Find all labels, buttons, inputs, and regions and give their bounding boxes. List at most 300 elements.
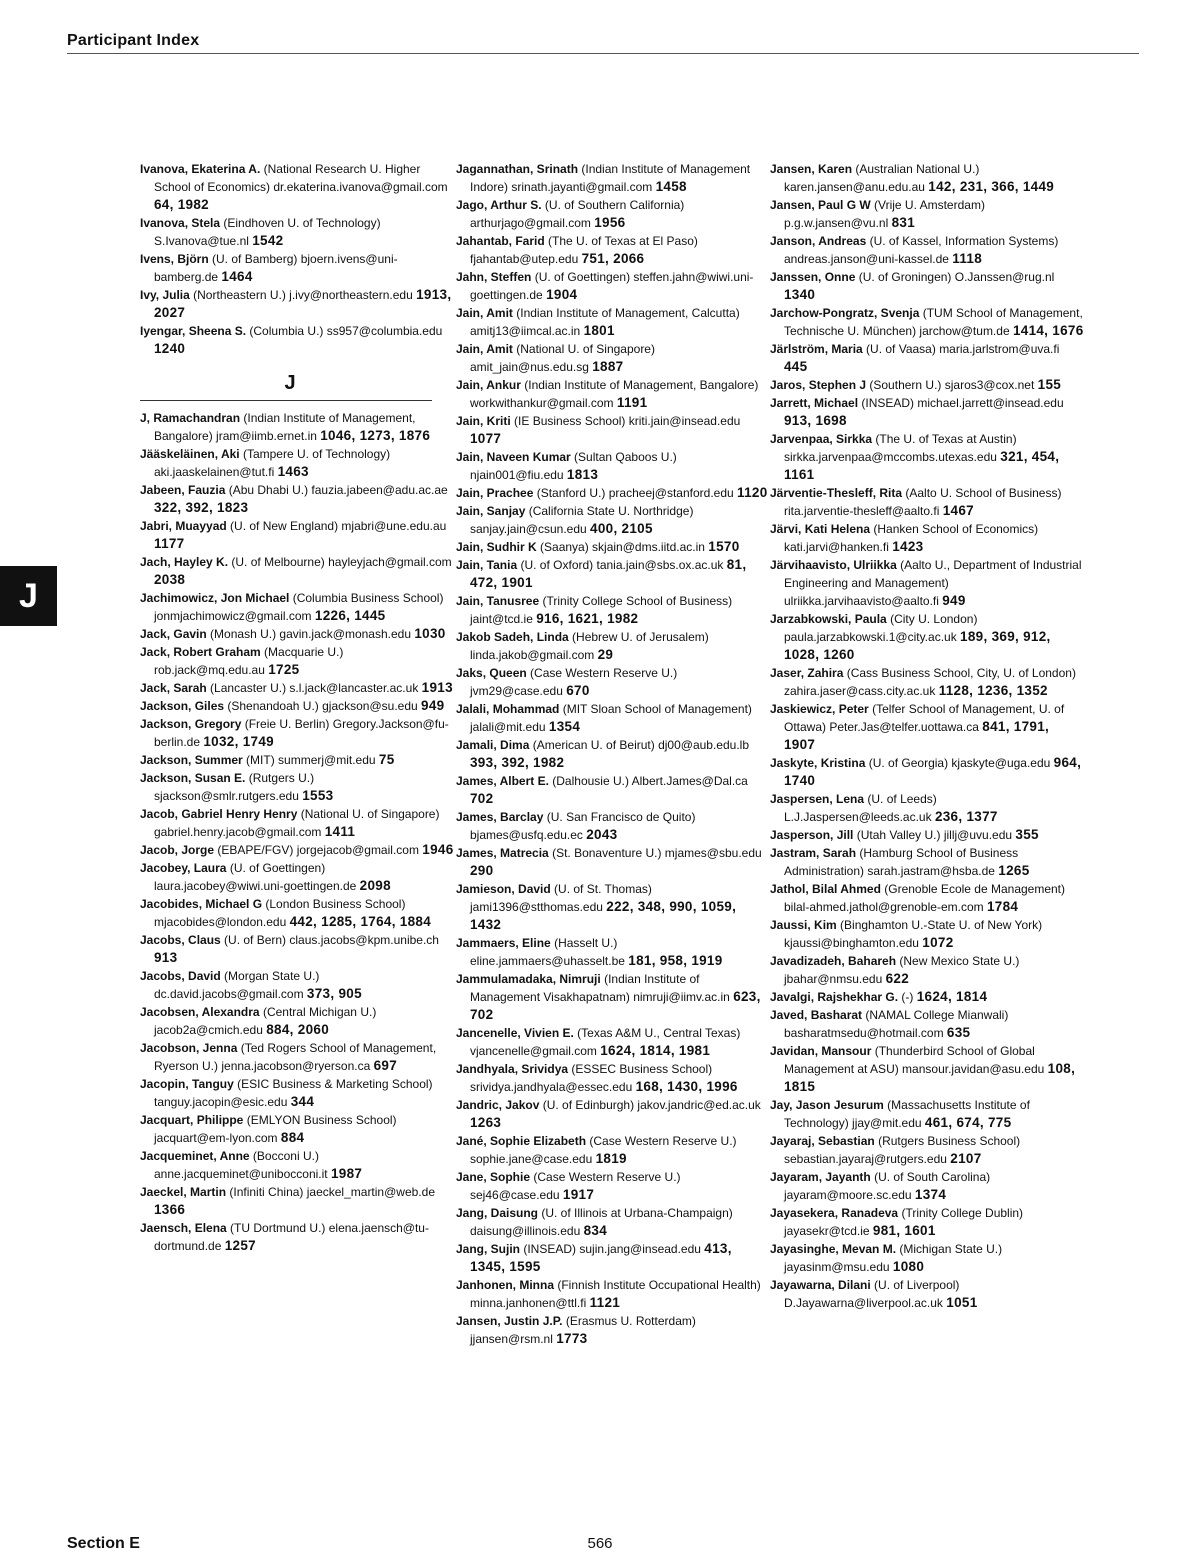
- participant-name: Jabeen, Fauzia: [140, 483, 226, 497]
- page-references: 1467: [942, 503, 974, 518]
- participant-affiliation-email: (Lancaster U.) s.l.jack@lancaster.ac.uk: [206, 681, 422, 695]
- page-references: 1072: [922, 935, 954, 950]
- participant-name: Jacobsen, Alexandra: [140, 1005, 260, 1019]
- index-entry: [140, 553, 454, 589]
- page-references: 1414, 1676: [1012, 323, 1084, 338]
- page-references: 1257: [224, 1238, 256, 1253]
- index-entry: [140, 1039, 454, 1075]
- participant-affiliation-email: (U. of Illinois at Urbana-Champaign) daisung@illinois.edu: [470, 1206, 733, 1238]
- participant-name: Jackson, Susan E.: [140, 771, 246, 785]
- participant-affiliation-email: (Case Western Reserve U.) jvm29@case.edu: [470, 666, 678, 698]
- index-entry: [456, 538, 770, 556]
- page-references: 1121: [589, 1295, 621, 1310]
- participant-name: Jacobey, Laura: [140, 861, 227, 875]
- index-entry: [770, 700, 1084, 754]
- participant-name: Jaser, Zahira: [770, 666, 844, 680]
- page-references: 1624, 1814, 1981: [600, 1043, 711, 1058]
- participant-name: Jarzabkowski, Paula: [770, 612, 887, 626]
- participant-name: Iyengar, Sheena S.: [140, 324, 247, 338]
- index-entry: [770, 988, 1084, 1006]
- participant-name: Jathol, Bilal Ahmed: [770, 882, 881, 896]
- index-entry: [770, 754, 1084, 790]
- index-entry: [140, 751, 454, 769]
- participant-name: Jack, Robert Graham: [140, 645, 261, 659]
- participant-name: Jayasekera, Ranadeva: [770, 1206, 899, 1220]
- index-entry: [456, 1060, 770, 1096]
- index-entry: [140, 805, 454, 841]
- page-references: 1080: [892, 1259, 925, 1274]
- page-references: 1118: [952, 251, 983, 266]
- participant-name: Jamali, Dima: [456, 738, 530, 752]
- participant-affiliation-email: (Vrije U. Amsterdam) p.g.w.jansen@vu.nl: [784, 198, 985, 230]
- index-entry: [456, 628, 770, 664]
- participant-affiliation-email: (National U. of Singapore) gabriel.henry.jacob@gmail.com: [154, 807, 440, 839]
- index-entry: [456, 592, 770, 628]
- index-entry: [140, 1003, 454, 1039]
- participant-name: Javadizadeh, Bahareh: [770, 954, 897, 968]
- participant-affiliation-email: (-): [898, 990, 917, 1004]
- page-references: 1226, 1445: [314, 608, 386, 623]
- index-entry: [456, 1240, 770, 1276]
- participant-name: Jain, Kriti: [456, 414, 511, 428]
- page-references: 623, 702: [470, 989, 761, 1022]
- participant-name: Jayawarna, Dilani: [770, 1278, 871, 1292]
- participant-name: Jancenelle, Vivien E.: [456, 1026, 574, 1040]
- participant-name: Jachimowicz, Jon Michael: [140, 591, 290, 605]
- participant-name: Javed, Basharat: [770, 1008, 863, 1022]
- participant-name: Ivanova, Ekaterina A.: [140, 162, 261, 176]
- page-references: 1570: [708, 539, 740, 554]
- participant-name: Jain, Prachee: [456, 486, 534, 500]
- index-entry: [456, 412, 770, 448]
- participant-name: Järlström, Maria: [770, 342, 863, 356]
- participant-name: Ivy, Julia: [140, 288, 190, 302]
- participant-affiliation-email: (American U. of Beirut) dj00@aub.edu.lb: [529, 738, 749, 752]
- participant-name: Jayaraj, Sebastian: [770, 1134, 875, 1148]
- page-references: 981, 1601: [872, 1223, 936, 1238]
- participant-affiliation-email: (U. of South Carolina) jayaram@moore.sc.edu: [784, 1170, 991, 1202]
- index-entry: [140, 589, 454, 625]
- letter-section-heading: J: [284, 372, 296, 394]
- participant-affiliation-email: (New Mexico State U.) jbahar@nmsu.edu: [784, 954, 1020, 986]
- index-entry: [140, 769, 454, 805]
- participant-name: Järventie-Thesleff, Rita: [770, 486, 903, 500]
- participant-name: Jamieson, David: [456, 882, 551, 896]
- page-references: 1051: [946, 1295, 978, 1310]
- page-references: 1354: [548, 719, 581, 734]
- participant-name: Jaussi, Kim: [770, 918, 837, 932]
- page-references: 884: [280, 1130, 305, 1145]
- participant-affiliation-email: (Morgan State U.) dc.david.jacobs@gmail.com: [154, 969, 320, 1001]
- index-entry: [770, 160, 1084, 196]
- index-entry: [456, 1024, 770, 1060]
- page-references: 1463: [277, 464, 309, 479]
- participant-affiliation-email: (Massachusetts Institute of Technology) jjay@mit.edu: [784, 1098, 1030, 1130]
- participant-affiliation-email: (INSEAD) sujin.jang@insead.edu: [520, 1242, 705, 1256]
- participant-affiliation-email: (Dalhousie U.) Albert.James@Dal.ca: [548, 774, 748, 788]
- participant-affiliation-email: (Telfer School of Management, U. of Ottawa) Peter.Jas@telfer.uottawa.ca: [784, 702, 1065, 734]
- index-entry: [770, 556, 1084, 610]
- participant-affiliation-email: (MIT Sloan School of Management) jalali@mit.edu: [470, 702, 752, 734]
- page-references: 913: [154, 950, 178, 965]
- participant-affiliation-email: (U. of Bern) claus.jacobs@kpm.unibe.ch: [220, 933, 439, 947]
- page-references: 1263: [470, 1115, 502, 1130]
- page-references: 1374: [914, 1187, 947, 1202]
- index-entry: [770, 1276, 1084, 1312]
- index-entry: [770, 1006, 1084, 1042]
- participant-name: Jagannathan, Srinath: [456, 162, 579, 176]
- participant-name: J, Ramachandran: [140, 411, 241, 425]
- participant-name: Jacob, Jorge: [140, 843, 215, 857]
- participant-name: Jalali, Mohammad: [456, 702, 560, 716]
- page-references: 1032, 1749: [203, 734, 274, 749]
- participant-name: Jackson, Giles: [140, 699, 225, 713]
- page-references: 322, 392, 1823: [154, 500, 249, 515]
- index-entry: [456, 736, 770, 772]
- index-entry: [456, 1204, 770, 1240]
- participant-name: Jain, Amit: [456, 306, 513, 320]
- participant-affiliation-email: (Indian Institute of Management Indore) srinath.jayanti@gmail.com: [470, 162, 751, 194]
- page-references: 1553: [302, 788, 334, 803]
- participant-affiliation-email: (Freie U. Berlin) Gregory.Jackson@fu-berlin.de: [154, 717, 449, 749]
- participant-name: Jahn, Steffen: [456, 270, 532, 284]
- page-references: 1458: [655, 179, 687, 194]
- index-entry: [140, 445, 454, 481]
- participant-name: Jané, Sophie Elizabeth: [456, 1134, 587, 1148]
- participant-affiliation-email: (U. of Goettingen) laura.jacobey@wiwi.uni-goettingen.de: [154, 861, 360, 893]
- participant-name: Jacquart, Philippe: [140, 1113, 244, 1127]
- index-entry: [140, 481, 454, 517]
- participant-affiliation-email: (Utah Valley U.) jillj@uvu.edu: [853, 828, 1016, 842]
- participant-name: Jayasinghe, Mevan M.: [770, 1242, 897, 1256]
- participant-name: Jakob Sadeh, Linda: [456, 630, 569, 644]
- participant-name: Jammulamadaka, Nimruji: [456, 972, 601, 986]
- participant-affiliation-email: (Indian Institute of Management, Bangalore) workwithankur@gmail.com: [470, 378, 759, 410]
- index-entry: [140, 841, 454, 859]
- participant-affiliation-email: (Trinity College Dublin) jayasekr@tcd.ie: [784, 1206, 1024, 1238]
- page-references: 1725: [268, 662, 300, 677]
- index-entry: [770, 790, 1084, 826]
- participant-name: Janssen, Onne: [770, 270, 856, 284]
- index-entry: [140, 697, 454, 715]
- page-references: 1077: [470, 431, 502, 446]
- participant-name: Jacobs, David: [140, 969, 221, 983]
- page-references: 29: [597, 647, 614, 662]
- participant-affiliation-email: (U. of Bamberg) bjoern.ivens@uni-bamberg.de: [154, 252, 398, 284]
- page-references: 64, 1982: [154, 197, 209, 212]
- participant-name: Jabri, Muayyad: [140, 519, 227, 533]
- page-references: 913, 1698: [784, 413, 847, 428]
- participant-name: Jacobson, Jenna: [140, 1041, 238, 1055]
- page-references: 2107: [950, 1151, 982, 1166]
- page-references: 413, 1345, 1595: [470, 1241, 732, 1274]
- participant-affiliation-email: (Erasmus U. Rotterdam) jjansen@rsm.nl: [470, 1314, 696, 1346]
- participant-affiliation-email: (Texas A&M U., Central Texas) vjancenelle@gmail.com: [470, 1026, 741, 1058]
- participant-affiliation-email: (The U. of Texas at El Paso) fjahantab@utep.edu: [470, 234, 698, 266]
- index-entry: [456, 160, 770, 196]
- page-references: 1340: [784, 287, 816, 302]
- index-entry: [770, 1132, 1084, 1168]
- participant-affiliation-email: (U. San Francisco de Quito) bjames@usfq.edu.ec: [470, 810, 696, 842]
- participant-affiliation-email: (Australian National U.) karen.jansen@anu.edu.au: [784, 162, 980, 194]
- page-references: 949: [421, 698, 445, 713]
- participant-name: Jayaram, Jayanth: [770, 1170, 871, 1184]
- participant-affiliation-email: (Saanya) skjain@dms.iitd.ac.in: [536, 540, 709, 554]
- participant-affiliation-email: (Rutgers Business School) sebastian.jayaraj@rutgers.edu: [784, 1134, 1021, 1166]
- page-references: 445: [784, 359, 808, 374]
- participant-affiliation-email: (Ted Rogers School of Management, Ryerson U.) jenna.jacobson@ryerson.ca: [154, 1041, 437, 1073]
- page-references: 81, 472, 1901: [470, 557, 747, 590]
- participant-affiliation-email: (U. of Leeds) L.J.Jaspersen@leeds.ac.uk: [784, 792, 937, 824]
- page-references: 751, 2066: [581, 251, 645, 266]
- participant-affiliation-email: (Bocconi U.) anne.jacqueminet@unibocconi.it: [154, 1149, 331, 1181]
- participant-affiliation-email: (Sultan Qaboos U.) njain001@fiu.edu: [470, 450, 677, 482]
- page-references: 142, 231, 366, 1449: [928, 179, 1055, 194]
- participant-affiliation-email: (National Research U. Higher School of Economics) dr.ekaterina.ivanova@gmail.com: [154, 162, 448, 194]
- index-entry: [140, 160, 454, 214]
- participant-name: Ivens, Björn: [140, 252, 209, 266]
- participant-name: James, Albert E.: [456, 774, 549, 788]
- participant-affiliation-email: (Michigan State U.) jayasinm@msu.edu: [784, 1242, 1003, 1274]
- index-entry: [456, 808, 770, 844]
- index-column-3: [770, 160, 1084, 1312]
- page-references: 1887: [592, 359, 624, 374]
- index-entry: [456, 340, 770, 376]
- index-entry: [456, 1132, 770, 1168]
- index-entry: [140, 1075, 454, 1111]
- page-references: 1191: [616, 395, 648, 410]
- participant-affiliation-email: (Thunderbird School of Global Management at ASU) mansour.javidan@asu.edu: [784, 1044, 1048, 1076]
- participant-affiliation-email: (EBAPE/FGV) jorgejacob@gmail.com: [214, 843, 423, 857]
- index-entry: [140, 517, 454, 553]
- participant-name: Jang, Daisung: [456, 1206, 539, 1220]
- participant-name: Janson, Andreas: [770, 234, 867, 248]
- participant-name: Jacob, Gabriel Henry Henry: [140, 807, 298, 821]
- index-entry: [770, 880, 1084, 916]
- participant-affiliation-email: (City U. London) paula.jarzabkowski.1@city.ac.uk: [784, 612, 978, 644]
- index-entry: [456, 484, 770, 502]
- participant-affiliation-email: (Binghamton U.-State U. of New York) kjaussi@binghamton.edu: [784, 918, 1043, 950]
- participant-name: Jarchow-Pongratz, Svenja: [770, 306, 920, 320]
- page-references: 1904: [546, 287, 578, 302]
- index-entry: [456, 880, 770, 934]
- participant-name: Jacqueminet, Anne: [140, 1149, 250, 1163]
- page-references: 1128, 1236, 1352: [938, 683, 1048, 698]
- index-entry: [456, 700, 770, 736]
- page-references: 236, 1377: [934, 809, 998, 824]
- participant-affiliation-email: (Northeastern U.) j.ivy@northeastern.edu: [189, 288, 417, 302]
- index-entry: [140, 1147, 454, 1183]
- page-references: 1542: [252, 233, 284, 248]
- participant-affiliation-email: (TUM School of Management, Technische U. München) jarchow@tum.de: [784, 306, 1083, 338]
- participant-affiliation-email: (London Business School) mjacobides@london.edu: [154, 897, 406, 929]
- participant-name: Jacopin, Tanguy: [140, 1077, 234, 1091]
- index-entry: [770, 610, 1084, 664]
- page-references: 949: [942, 593, 966, 608]
- index-entry: [770, 394, 1084, 430]
- participant-affiliation-email: (U. of Melbourne) hayleyjach@gmail.com: [228, 555, 452, 569]
- index-entry: [770, 196, 1084, 232]
- index-entry: [140, 931, 454, 967]
- page-references: 1956: [594, 215, 626, 230]
- page-references: 400, 2105: [590, 521, 653, 536]
- participant-affiliation-email: (Aalto U., Department of Industrial Engineering and Management) ulriikka.jarvihaavisto@aalto.fi: [784, 558, 1082, 608]
- page-references: 702: [470, 791, 494, 806]
- participant-affiliation-email: (Columbia Business School) jonmjachimowicz@gmail.com: [154, 591, 444, 623]
- participant-affiliation-email: (U. of Kassel, Information Systems) andreas.janson@uni-kassel.de: [784, 234, 1059, 266]
- participant-affiliation-email: (Case Western Reserve U.) sej46@case.edu: [470, 1170, 681, 1202]
- page-references: 697: [373, 1058, 398, 1073]
- page-references: 622: [885, 971, 910, 986]
- participant-name: Jarvenpaa, Sirkka: [770, 432, 873, 446]
- participant-name: Jain, Naveen Kumar: [456, 450, 571, 464]
- participant-name: Jandric, Jakov: [456, 1098, 540, 1112]
- participant-name: Jahantab, Farid: [456, 234, 545, 248]
- index-entry: [770, 1204, 1084, 1240]
- participant-affiliation-email: (ESIC Business & Marketing School) tanguy.jacopin@esic.edu: [154, 1077, 433, 1109]
- page-references: 1784: [986, 899, 1019, 914]
- participant-name: Jaskiewicz, Peter: [770, 702, 869, 716]
- participant-affiliation-email: (U. of New England) mjabri@une.edu.au: [226, 519, 447, 533]
- participant-affiliation-email: (Trinity College School of Business) jaint@tcd.ie: [470, 594, 733, 626]
- page-references: 355: [1015, 827, 1039, 842]
- index-entry: [770, 268, 1084, 304]
- participant-name: Jay, Jason Jesurum: [770, 1098, 884, 1112]
- page-references: 393, 392, 1982: [470, 755, 565, 770]
- page-references: 461, 674, 775: [924, 1115, 1012, 1130]
- page-references: 834: [583, 1223, 608, 1238]
- index-entry: [770, 232, 1084, 268]
- participant-affiliation-email: (St. Bonaventure U.) mjames@sbu.edu: [548, 846, 762, 860]
- index-entry: [456, 1312, 770, 1348]
- page-references: 670: [566, 683, 590, 698]
- page-references: 75: [378, 752, 395, 767]
- page-references: 1030: [414, 626, 446, 641]
- index-entry: [140, 895, 454, 931]
- page-references: 1177: [154, 536, 185, 551]
- participant-affiliation-email: (U. of Georgia) kjaskyte@uga.edu: [865, 756, 1054, 770]
- page-references: 1801: [583, 323, 615, 338]
- index-entry: [140, 967, 454, 1003]
- participant-name: Jane, Sophie: [456, 1170, 531, 1184]
- participant-affiliation-email: (Monash U.) gavin.jack@monash.edu: [206, 627, 415, 641]
- participant-name: Jansen, Karen: [770, 162, 853, 176]
- index-entry: [140, 409, 454, 445]
- page-number: 566: [587, 1535, 613, 1552]
- participant-affiliation-email: (Hebrew U. of Jerusalem) linda.jakob@gmail.com: [470, 630, 709, 662]
- index-column-1: [140, 160, 454, 1255]
- participant-affiliation-email: (NAMAL College Mianwali) basharatmsedu@hotmail.com: [784, 1008, 1009, 1040]
- page-references: 831: [891, 215, 916, 230]
- index-entry: [770, 484, 1084, 520]
- participant-name: Jang, Sujin: [456, 1242, 521, 1256]
- participant-affiliation-email: (Stanford U.) pracheej@stanford.edu: [533, 486, 738, 500]
- page-references: 290: [470, 863, 494, 878]
- participant-affiliation-email: (U. of Liverpool) D.Jayawarna@liverpool.ac.uk: [784, 1278, 960, 1310]
- index-entry: [770, 340, 1084, 376]
- participant-affiliation-email: (Tampere U. of Technology) aki.jaaskelainen@tut.fi: [154, 447, 391, 479]
- index-entry: [140, 1111, 454, 1147]
- index-entry: [140, 322, 454, 358]
- page-references: 2038: [154, 572, 186, 587]
- page-references: 1411: [324, 824, 356, 839]
- page-references: 884, 2060: [266, 1022, 330, 1037]
- participant-affiliation-email: (The U. of Texas at Austin) sirkka.jarvenpaa@mccombs.utexas.edu: [784, 432, 1017, 464]
- participant-affiliation-email: (U. of Groningen) O.Janssen@rug.nl: [855, 270, 1055, 284]
- index-entry: [140, 715, 454, 751]
- participant-name: Jain, Ankur: [456, 378, 521, 392]
- participant-name: Jaros, Stephen J: [770, 378, 867, 392]
- index-entry: [456, 934, 770, 970]
- participant-name: James, Barclay: [456, 810, 544, 824]
- participant-affiliation-email: (U. of Goettingen) steffen.jahn@wiwi.uni-goettingen.de: [470, 270, 754, 302]
- index-entry: [456, 196, 770, 232]
- page-references: 373, 905: [306, 986, 362, 1001]
- participant-name: Jasperson, Jill: [770, 828, 854, 842]
- participant-affiliation-email: (U. of Edinburgh) jakov.jandric@ed.ac.uk: [539, 1098, 761, 1112]
- index-entry: [140, 250, 454, 286]
- index-entry: [456, 502, 770, 538]
- participant-name: Jack, Gavin: [140, 627, 207, 641]
- participant-name: Jain, Sudhir K: [456, 540, 537, 554]
- participant-affiliation-email: (Southern U.) sjaros3@cox.net: [866, 378, 1038, 392]
- participant-name: Javidan, Mansour: [770, 1044, 872, 1058]
- participant-affiliation-email: (Columbia U.) ss957@columbia.edu: [246, 324, 443, 338]
- page-references: 1819: [595, 1151, 627, 1166]
- participant-affiliation-email: (Hanken School of Economics) kati.jarvi@hanken.fi: [784, 522, 1039, 554]
- page-header-title: Participant Index: [67, 32, 200, 49]
- index-entry: [140, 286, 454, 322]
- footer-section-label: Section E: [67, 1535, 140, 1552]
- participant-name: Jach, Hayley K.: [140, 555, 229, 569]
- index-entry: [456, 232, 770, 268]
- page-references: 222, 348, 990, 1059, 1432: [470, 899, 737, 932]
- participant-name: Järvi, Kati Helena: [770, 522, 871, 536]
- participant-affiliation-email: (INSEAD) michael.jarrett@insead.edu: [858, 396, 1064, 410]
- index-entry: [140, 679, 454, 697]
- index-entry: [456, 844, 770, 880]
- index-entry: [770, 664, 1084, 700]
- index-entry: [770, 430, 1084, 484]
- index-entry: [456, 1096, 770, 1132]
- page-references: 1813: [566, 467, 599, 482]
- index-entry: [456, 304, 770, 340]
- participant-name: Jacobs, Claus: [140, 933, 221, 947]
- index-entry: [456, 448, 770, 484]
- participant-affiliation-email: (U. of St. Thomas) jami1396@stthomas.edu: [470, 882, 652, 914]
- page-references: 1913: [421, 680, 453, 695]
- index-entry: [770, 376, 1084, 394]
- index-entry: [140, 625, 454, 643]
- index-column-2: [456, 160, 768, 1348]
- page-references: 189, 369, 912, 1028, 1260: [784, 629, 1051, 662]
- index-entry: [770, 826, 1084, 844]
- page-references: 1946: [422, 842, 454, 857]
- participant-name: Jandhyala, Srividya: [456, 1062, 569, 1076]
- page-references: 635: [946, 1025, 971, 1040]
- index-entry: [456, 376, 770, 412]
- page-references: 108, 1815: [784, 1061, 1076, 1094]
- page-references: 1366: [154, 1202, 186, 1217]
- header-rule: [67, 53, 1139, 54]
- participant-name: Jackson, Summer: [140, 753, 243, 767]
- participant-affiliation-email: (Finnish Institute Occupational Health) minna.janhonen@ttl.fi: [470, 1278, 761, 1310]
- page-references: 916, 1621, 1982: [536, 611, 639, 626]
- page-references: 1265: [998, 863, 1030, 878]
- index-entry: [770, 1168, 1084, 1204]
- participant-affiliation-email: (Rutgers U.) sjackson@smlr.rutgers.edu: [154, 771, 315, 803]
- participant-affiliation-email: (Central Michigan U.) jacob2a@cmich.edu: [154, 1005, 377, 1037]
